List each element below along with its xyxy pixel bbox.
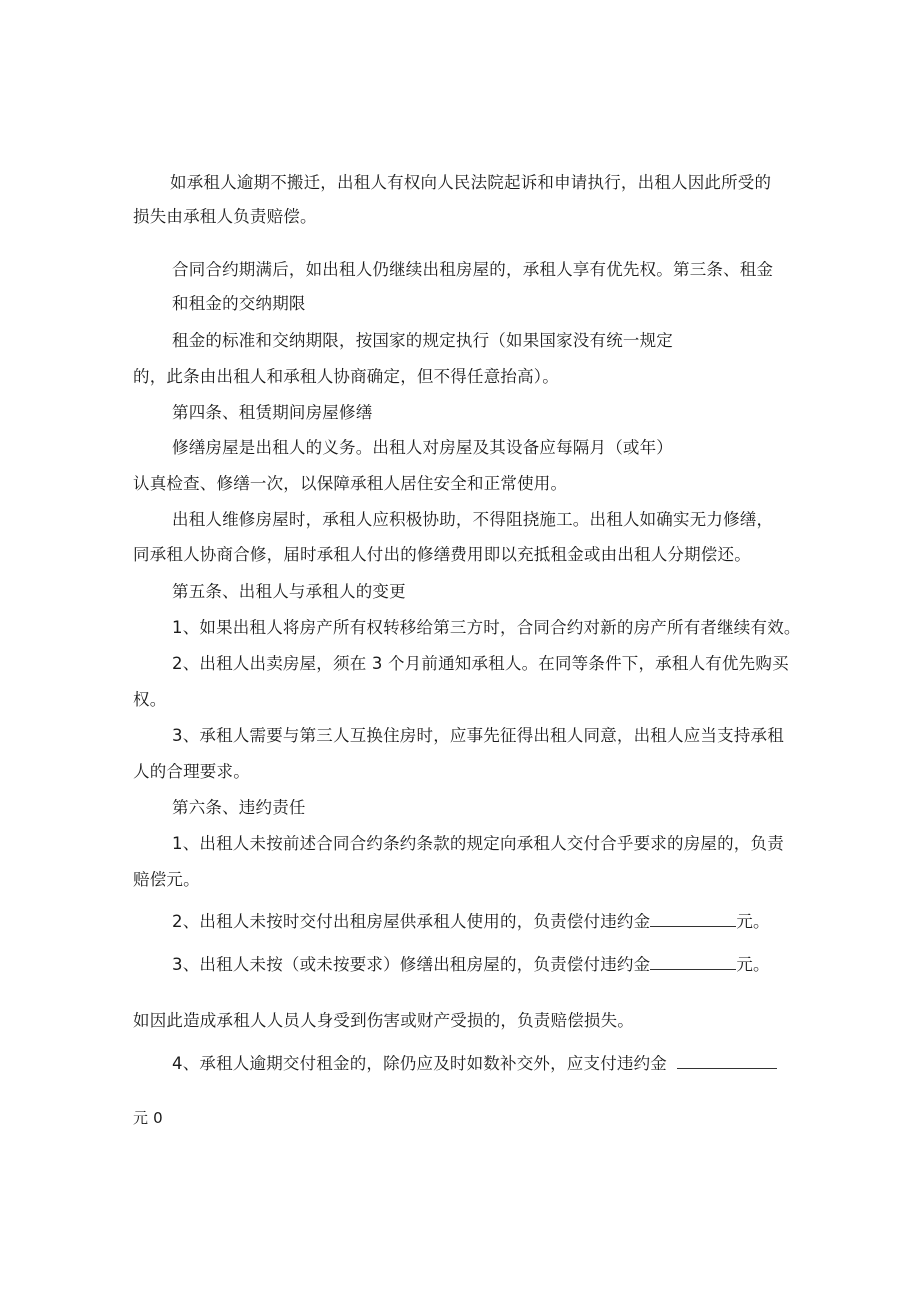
p6: 如因此造成承租人人员人身受到伤害或财产受损的，负责赔偿损失。	[133, 1011, 634, 1030]
p5-line1: 出租人维修房屋时，承租人应积极协助，不得阻挠施工。出租人如确实无力修缮，	[172, 510, 774, 529]
item-5-1: 1、如果出租人将房产所有权转移给第三方时，合同合约对新的房产所有者继续有效。	[172, 618, 801, 637]
item-6-2-unit: 元。	[736, 912, 770, 931]
item-6-4-line2: 元 0	[133, 1109, 163, 1127]
p4-line2: 认真检查、修缮一次，以保障承租人居住安全和正常使用。	[133, 474, 568, 493]
item-6-2-text: 2、出租人未按时交付出租房屋供承租人使用的，负责偿付违约金	[172, 912, 651, 931]
p1-line1: 如承租人逾期不搬迁，出租人有权向人民法院起诉和申请执行，出租人因此所受的	[170, 173, 772, 192]
p2-line1: 合同合约期满后，如出租人仍继续出租房屋的，承租人享有优先权。第三条、租金	[172, 260, 774, 279]
p1-line2: 损失由承租人负责赔偿。	[133, 207, 317, 226]
item-6-3	[172, 955, 770, 975]
item-6-4	[172, 1054, 777, 1074]
item-5-2-line2: 权。	[133, 690, 167, 709]
item-6-4-text: 4、承租人逾期交付租金的，除仍应及时如数补交外，应支付违约金	[172, 1054, 667, 1073]
item-5-3-line1: 3、承租人需要与第三人互换住房时，应事先征得出租人同意，出租人应当支持承租	[172, 726, 784, 745]
item-6-1-line1: 1、出租人未按前述合同合约条约条款的规定向承租人交付合乎要求的房屋的，负责	[172, 834, 784, 853]
item-6-2	[172, 912, 770, 932]
item-6-3-unit: 元。	[736, 955, 770, 974]
section-4-heading: 第四条、租赁期间房屋修缮	[172, 403, 373, 422]
item-5-3-line2: 人的合理要求。	[133, 762, 250, 781]
section-5-heading: 第五条、出租人与承租人的变更	[172, 582, 406, 601]
amount-blank	[650, 955, 736, 970]
amount-blank	[650, 912, 736, 927]
amount-blank	[677, 1054, 777, 1069]
p4-line1: 修缮房屋是出租人的义务。出租人对房屋及其设备应每隔月（或年）	[172, 438, 673, 457]
p2-line2: 和租金的交纳期限	[172, 294, 306, 313]
item-6-1-line2: 赔偿元。	[133, 870, 200, 889]
section-6-heading: 第六条、违约责任	[172, 798, 306, 817]
p3-line1: 租金的标准和交纳期限，按国家的规定执行（如果国家没有统一规定	[172, 331, 673, 350]
p5-line2: 同承租人协商合修，届时承租人付出的修缮费用即以充抵租金或由出租人分期偿还。	[133, 545, 751, 564]
item-5-2-line1: 2、出租人出卖房屋，须在 3 个月前通知承租人。在同等条件下，承租人有优先购买	[172, 654, 789, 673]
p3-line2: 的，此条由出租人和承租人协商确定，但不得任意抬高）。	[133, 367, 559, 386]
item-6-3-text: 3、出租人未按（或未按要求）修缮出租房屋的，负责偿付违约金	[172, 955, 651, 974]
